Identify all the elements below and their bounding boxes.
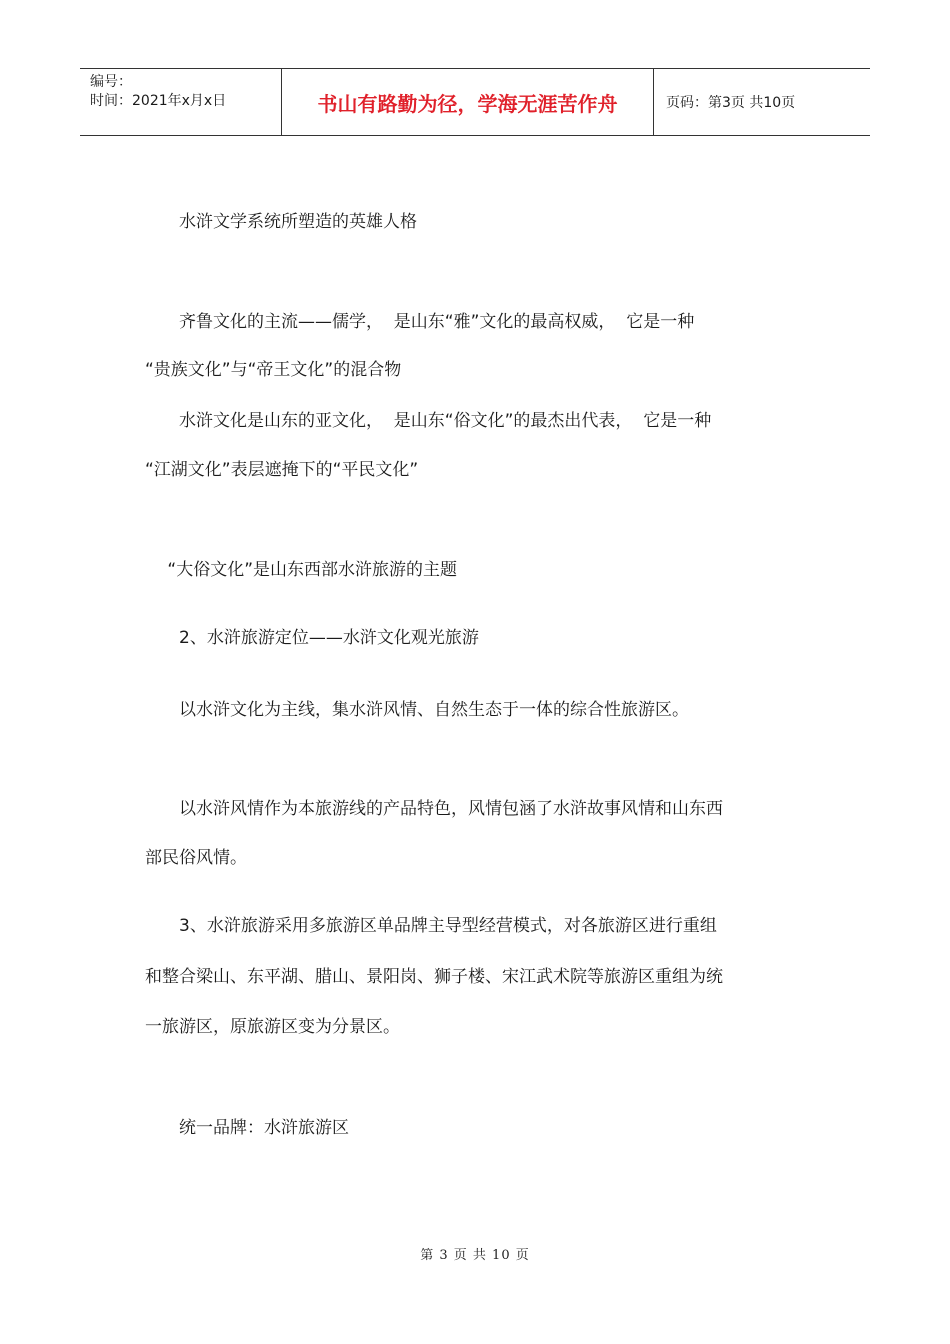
page-footer: 第 3 页 共 10 页 [420, 1248, 530, 1263]
motto: 书山有路勤为径，学海无涯苦作舟 [282, 69, 654, 135]
date-label: 时间：2021年x月x日 [90, 93, 227, 109]
paragraph: 统一品牌：水浒旅游区 [145, 1118, 349, 1138]
paragraph: 水浒文学系统所塑造的英雄人格 [145, 212, 417, 232]
number-label: 编号： [90, 74, 132, 90]
paragraph: “江湖文化”表层遮掩下的“平民文化” [145, 460, 419, 480]
paragraph: 一旅游区，原旅游区变为分景区。 [145, 1017, 400, 1037]
paragraph: “大俗文化”是山东西部水浒旅游的主题 [145, 560, 458, 580]
paragraph: 3、水浒旅游采用多旅游区单品牌主导型经营模式，对各旅游区进行重组 [145, 916, 717, 936]
page-label: 页码：第3页 共10页 [666, 95, 796, 111]
paragraph: 和整合梁山、东平湖、腊山、景阳岗、狮子楼、宋江武术院等旅游区重组为统 [145, 967, 723, 987]
paragraph: 2、水浒旅游定位——水浒文化观光旅游 [145, 628, 479, 648]
paragraph: “贵族文化”与“帝王文化”的混合物 [145, 360, 402, 380]
header-meta-cell [80, 69, 282, 135]
paragraph: 以水浒文化为主线，集水浒风情、自然生态于一体的综合性旅游区。 [145, 700, 689, 720]
paragraph: 部民俗风情。 [145, 848, 247, 868]
paragraph: 齐鲁文化的主流——儒学， 是山东“雅”文化的最高权威， 它是一种 [145, 312, 695, 332]
paragraph: 以水浒风情作为本旅游线的产品特色，风情包涵了水浒故事风情和山东西 [145, 799, 723, 819]
document-header [80, 68, 870, 136]
paragraph: 水浒文化是山东的亚文化， 是山东“俗文化”的最杰出代表， 它是一种 [145, 411, 712, 431]
